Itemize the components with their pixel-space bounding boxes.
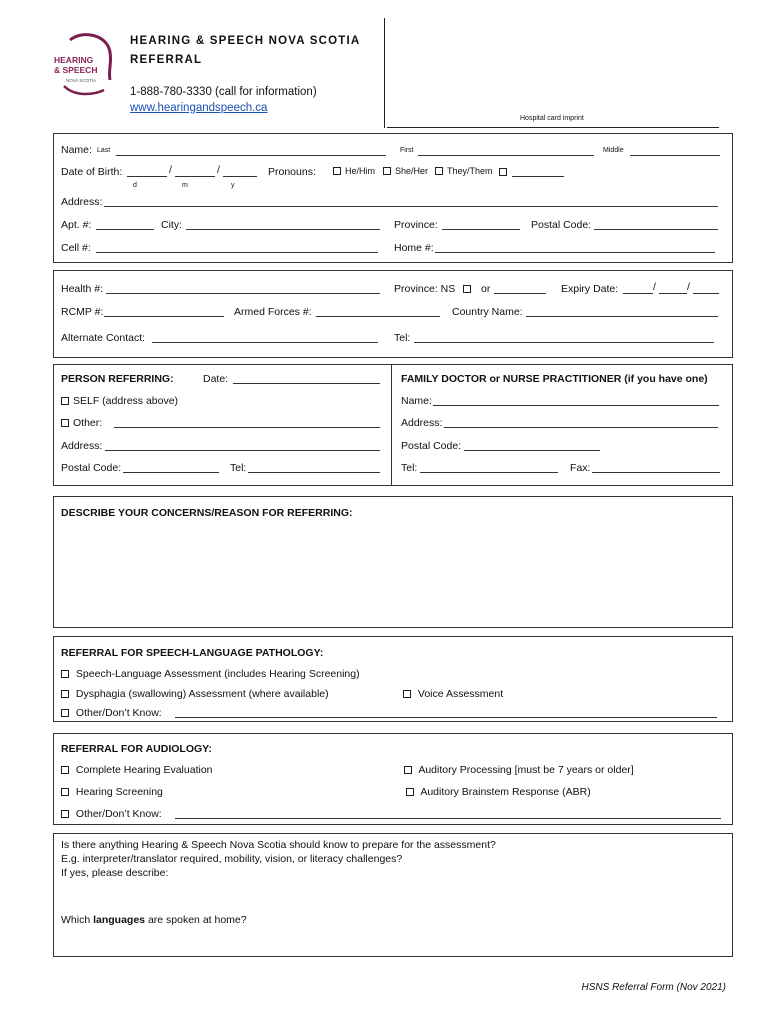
prepare-examples-a: E.g. interpreter/translator required	[61, 853, 219, 865]
pronoun-she-label: She/Her	[395, 166, 429, 176]
doctor-name-field[interactable]	[433, 395, 719, 406]
doctor-tel-field[interactable]	[420, 462, 558, 473]
city-field[interactable]	[186, 219, 380, 230]
rcmp-field[interactable]	[104, 306, 224, 317]
health-other-province-field[interactable]	[494, 283, 546, 294]
aud-processing-label: Auditory Processing [must be 7 years or older]	[418, 764, 634, 776]
expiry-slash: /	[687, 281, 690, 293]
apt-label: Apt. #:	[61, 219, 92, 231]
health-number-field[interactable]	[106, 283, 380, 294]
checkbox[interactable]	[383, 167, 391, 175]
pronoun-they-label: They/Them	[447, 166, 493, 176]
aud-hearing-eval-option[interactable]	[61, 764, 213, 776]
dob-slash: /	[169, 164, 172, 176]
checkbox[interactable]	[61, 690, 69, 698]
other-option[interactable]	[61, 417, 102, 429]
last-name-field[interactable]	[116, 145, 386, 156]
apt-field[interactable]	[96, 219, 154, 230]
concerns-title: DESCRIBE YOUR CONCERNS/REASON FOR REFERRING:	[61, 507, 353, 519]
alternate-contact-label: Alternate Contact:	[61, 332, 146, 344]
alternate-contact-field[interactable]	[152, 332, 378, 343]
armed-forces-field[interactable]	[316, 306, 440, 317]
country-field[interactable]	[526, 306, 718, 317]
doctor-tel-label: Tel:	[401, 462, 418, 474]
header-divider	[384, 18, 385, 128]
slp-other-label: Other/Don’t Know:	[75, 707, 162, 719]
postal-field[interactable]	[594, 219, 718, 230]
slp-speech-language-label: Speech-Language Assessment (includes Hearing Screening)	[75, 668, 360, 680]
prepare-examples	[61, 853, 402, 865]
referring-date-label: Date:	[203, 373, 229, 385]
health-number-label: Health #:	[61, 283, 104, 295]
checkbox[interactable]	[406, 788, 414, 796]
aud-screening-label: Hearing Screening	[75, 786, 163, 798]
self-option[interactable]	[61, 395, 178, 407]
languages-question-a: Which	[61, 914, 94, 926]
aud-other-field[interactable]	[175, 808, 721, 819]
logo-text-nova-scotia: NOVA SCOTIA	[66, 78, 97, 83]
slp-title: REFERRAL FOR SPEECH-LANGUAGE PATHOLOGY:	[61, 647, 324, 659]
checkbox[interactable]	[61, 810, 69, 818]
doctor-fax-label: Fax:	[570, 462, 591, 474]
checkbox[interactable]	[435, 167, 443, 175]
doctor-name-label: Name:	[401, 395, 432, 407]
slp-voice-label: Voice Assessment	[417, 688, 504, 700]
checkbox[interactable]	[333, 167, 341, 175]
address-label: Address:	[61, 196, 103, 208]
logo-text-speech: & SPEECH	[54, 65, 98, 75]
pronoun-he-option[interactable]	[333, 166, 375, 176]
name-label: Name:	[61, 144, 92, 156]
form-footer: HSNS Referral Form (Nov 2021)	[581, 982, 726, 993]
aud-screening-option[interactable]	[61, 786, 163, 798]
person-referring-title: PERSON REFERRING:	[61, 373, 174, 385]
checkbox[interactable]	[499, 168, 507, 176]
logo-text-hearing: HEARING	[54, 55, 94, 65]
doctor-address-field[interactable]	[444, 417, 718, 428]
slp-other-field[interactable]	[175, 707, 717, 718]
referring-postal-field[interactable]	[123, 462, 219, 473]
prepare-question: Is there anything Hearing & Speech Nova Scotia should know to prepare for the assessment?	[61, 839, 496, 851]
languages-question	[61, 914, 247, 926]
health-province-label: Province: NS	[394, 283, 456, 295]
postal-label: Postal Code:	[531, 219, 592, 231]
languages-question-c: are spoken at home?	[145, 914, 247, 926]
slp-other-option[interactable]	[61, 707, 162, 719]
expiry-year-field[interactable]	[693, 283, 719, 294]
doctor-postal-field[interactable]	[464, 440, 600, 451]
expiry-label: Expiry Date:	[561, 283, 619, 295]
hsns-logo	[52, 30, 118, 100]
website-link[interactable]: www.hearingandspeech.ca	[130, 102, 268, 114]
dob-label: Date of Birth:	[61, 166, 123, 178]
form-title: REFERRAL	[130, 54, 203, 66]
first-label: First	[400, 147, 414, 154]
referrer-divider	[391, 364, 392, 486]
middle-label: Middle	[603, 147, 624, 154]
checkbox[interactable]	[61, 788, 69, 796]
slp-dysphagia-option[interactable]	[61, 688, 329, 700]
alternate-tel-field[interactable]	[414, 332, 714, 343]
dob-day-field[interactable]	[127, 166, 167, 177]
pronoun-other-option[interactable]	[499, 166, 511, 178]
slp-voice-option[interactable]	[403, 688, 503, 700]
rcmp-label: RCMP #:	[61, 306, 104, 318]
checkbox[interactable]	[61, 419, 69, 427]
checkbox[interactable]	[463, 285, 471, 293]
country-label: Country Name:	[452, 306, 523, 318]
dob-m-hint: m	[182, 182, 188, 189]
expiry-slash: /	[653, 281, 656, 293]
languages-question-b: languages	[93, 914, 146, 926]
pronoun-they-option[interactable]	[435, 166, 493, 176]
alternate-tel-label: Tel:	[394, 332, 411, 344]
city-label: City:	[161, 219, 182, 231]
expiry-month-field[interactable]	[659, 283, 687, 294]
referring-postal-label: Postal Code:	[61, 462, 122, 474]
armed-forces-label: Armed Forces #:	[234, 306, 312, 318]
dob-y-hint: y	[231, 182, 235, 189]
province-field[interactable]	[442, 219, 520, 230]
cell-label: Cell #:	[61, 242, 91, 254]
slp-speech-language-option[interactable]	[61, 668, 360, 680]
hospital-card-label: Hospital card imprint	[520, 115, 584, 122]
last-label: Last	[97, 147, 111, 154]
dob-year-field[interactable]	[223, 166, 257, 177]
referring-tel-label: Tel:	[230, 462, 247, 474]
family-doctor-title: FAMILY DOCTOR or NURSE PRACTITIONER (if you have one)	[401, 373, 708, 385]
doctor-postal-label: Postal Code:	[401, 440, 462, 452]
phone-number: 1-888-780-3330 (call for information)	[130, 86, 317, 98]
pronouns-label: Pronouns:	[268, 166, 316, 178]
prepare-describe: If yes, please describe:	[61, 867, 169, 879]
org-title: HEARING & SPEECH NOVA SCOTIA	[130, 35, 361, 47]
health-ns-option[interactable]	[463, 283, 475, 295]
home-label: Home #:	[394, 242, 434, 254]
audiology-title: REFERRAL FOR AUDIOLOGY:	[61, 743, 212, 755]
dob-d-hint: d	[133, 182, 137, 189]
address-field[interactable]	[104, 196, 718, 207]
aud-abr-label: Auditory Brainstem Response (ABR)	[420, 786, 591, 798]
expiry-day-field[interactable]	[623, 283, 653, 294]
checkbox[interactable]	[403, 690, 411, 698]
referring-address-label: Address:	[61, 440, 103, 452]
referring-other-field[interactable]	[114, 417, 380, 428]
checkbox[interactable]	[61, 397, 69, 405]
pronoun-other-field[interactable]	[512, 166, 564, 177]
province-label: Province:	[394, 219, 438, 231]
referring-address-field[interactable]	[105, 440, 380, 451]
preparation-section[interactable]	[53, 833, 733, 957]
aud-other-label: Other/Don’t Know:	[75, 808, 162, 820]
middle-name-field[interactable]	[630, 145, 720, 156]
pronoun-she-option[interactable]	[383, 166, 428, 176]
cell-field[interactable]	[96, 242, 378, 253]
pronoun-he-label: He/Him	[345, 166, 376, 176]
home-field[interactable]	[435, 242, 715, 253]
slp-dysphagia-label: Dysphagia (swallowing) Assessment (where available)	[75, 688, 329, 700]
checkbox[interactable]	[61, 670, 69, 678]
prepare-examples-b: , mobility, vision, or literacy challenges?	[218, 853, 403, 865]
dob-month-field[interactable]	[175, 166, 215, 177]
or-label: or	[481, 283, 491, 295]
referring-tel-field[interactable]	[248, 462, 380, 473]
hospital-card-line	[387, 127, 719, 128]
referring-date-field[interactable]	[233, 373, 380, 384]
dob-slash: /	[217, 164, 220, 176]
self-label: SELF (address above)	[73, 395, 179, 407]
checkbox[interactable]	[61, 766, 69, 774]
aud-other-option[interactable]	[61, 808, 162, 820]
doctor-address-label: Address:	[401, 417, 443, 429]
checkbox[interactable]	[61, 709, 69, 717]
doctor-fax-field[interactable]	[592, 462, 720, 473]
other-label: Other:	[73, 417, 103, 429]
checkbox[interactable]	[404, 766, 412, 774]
aud-abr-option[interactable]	[406, 786, 591, 798]
first-name-field[interactable]	[418, 145, 594, 156]
aud-processing-option[interactable]	[404, 764, 634, 776]
aud-hearing-eval-label: Complete Hearing Evaluation	[75, 764, 213, 776]
